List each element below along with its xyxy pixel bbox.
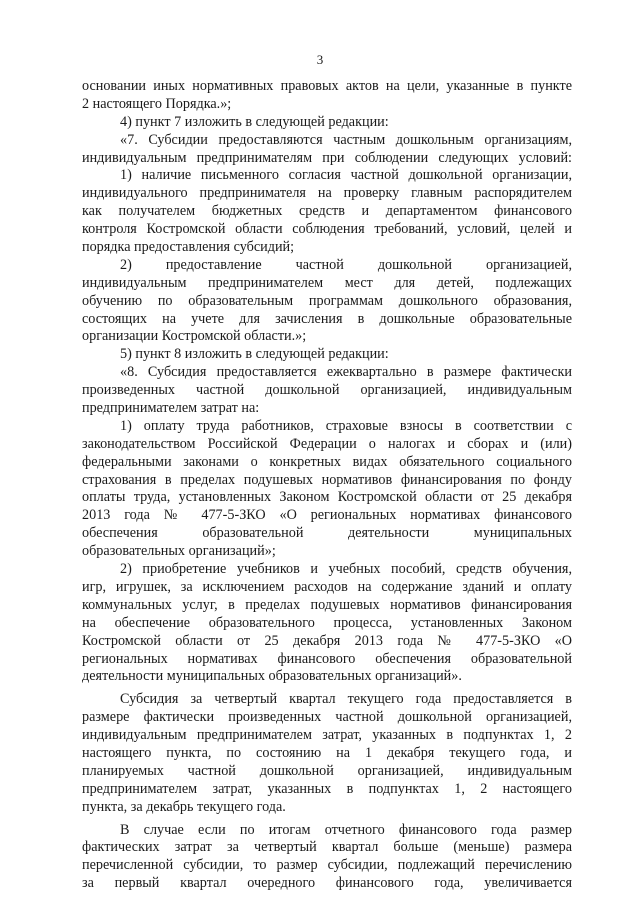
- text-line: предпринимателем затрат, указанных в подпунктах 1, 2 настоящего: [82, 780, 572, 797]
- text-line: обеспечения образовательной деятельности муниципальных: [82, 525, 572, 542]
- text-line: настоящего пункта, по состоянию на 1 декабря текущего года, и: [82, 744, 572, 761]
- text-line: фактических затрат за четвертый квартал больше (меньше) размера: [82, 839, 572, 856]
- text-line: индивидуального предпринимателя на проверку главным распорядителем: [82, 185, 572, 202]
- text-line: контроля Костромской области соблюдения требований, условий, целей и: [82, 221, 572, 238]
- text-line: страхования в пределах подушевых нормативов финансирования по фонду: [82, 471, 572, 488]
- text-line: порядка предоставления субсидий;: [82, 239, 295, 256]
- text-line: 1) наличие письменного согласия частной дошкольной организации,: [120, 167, 572, 184]
- text-line: 4) пункт 7 изложить в следующей редакции:: [120, 113, 389, 130]
- text-line: 2013 года № 477-5-ЗКО «О региональных нормативах финансового: [82, 507, 572, 524]
- text-line: как получателем бюджетных средств и департаментом финансового: [82, 203, 572, 220]
- text-line: перечисленной субсидии, то размер субсидии, подлежащий перечислению: [82, 857, 572, 874]
- text-line: планируемых частной дошкольной организацией, индивидуальным: [82, 762, 572, 779]
- text-line: региональных нормативах финансового обеспечения образовательной: [82, 650, 572, 667]
- text-line: предпринимателем затрат на:: [82, 400, 260, 417]
- text-line: В случае если по итогам отчетного финансового года размер: [120, 821, 572, 838]
- text-line: 1) оплату труда работников, страховые взносы в соответствии с: [120, 417, 572, 434]
- text-line: игр, игрушек, за исключением расходов на содержание зданий и оплату: [82, 578, 572, 595]
- text-line: обучению по образовательным программам дошкольного образования,: [82, 292, 572, 309]
- document-body: [82, 78, 572, 893]
- text-line: организации Костромской области.»;: [82, 328, 307, 345]
- text-line: «8. Субсидия предоставляется ежеквартально в размере фактически: [120, 364, 572, 381]
- text-line: основании иных нормативных правовых актов на цели, указанные в пункте: [82, 78, 572, 94]
- text-line: индивидуальным предпринимателям при соблюдении следующих условий:: [82, 149, 572, 166]
- text-line: состоящих на учете для зачисления в дошкольные образовательные: [82, 310, 572, 327]
- text-line: индивидуальным предпринимателем затрат, указанных в подпунктах 1, 2: [82, 727, 572, 744]
- text-line: законодательством Российской Федерации о налогах и сборах и (или): [82, 435, 572, 452]
- text-line: деятельности муниципальных образовательных организаций».: [82, 668, 462, 685]
- page-number: 3: [316, 52, 324, 67]
- text-line: Субсидия за четвертый квартал текущего года предоставляется в: [120, 691, 572, 708]
- text-line: Костромской области от 25 декабря 2013 года № 477-5-ЗКО «О: [82, 632, 572, 649]
- text-line: за первый квартал очередного финансового года, увеличивается: [82, 875, 572, 892]
- text-line: «7. Субсидии предоставляются частным дошкольным организациям,: [120, 131, 572, 148]
- text-line: 2) предоставление частной дошкольной организацией,: [120, 256, 572, 273]
- text-line: 5) пункт 8 изложить в следующей редакции:: [120, 346, 389, 363]
- text-line: федеральными законами о конкретных видах обязательного социального: [82, 453, 572, 470]
- text-line: образовательных организаций»;: [82, 543, 276, 560]
- text-line: 2 настоящего Порядка.»;: [82, 95, 232, 112]
- text-line: произведенных частной дошкольной организацией, индивидуальным: [82, 382, 572, 399]
- text-line: коммунальных услуг, в пределах подушевых нормативов финансирования: [82, 596, 572, 613]
- text-line: размере фактически произведенных частной дошкольной организацией,: [82, 709, 572, 726]
- text-line: 2) приобретение учебников и учебных пособий, средств обучения,: [120, 561, 572, 578]
- text-line: пункта, за декабрь текущего года.: [82, 798, 286, 815]
- text-line: индивидуальным предпринимателем мест для детей, подлежащих: [82, 274, 572, 291]
- text-line: на обеспечение образовательного процесса, установленных Законом: [82, 614, 572, 631]
- text-line: оплаты труда, установленных Законом Костромской области от 25 декабря: [82, 489, 572, 506]
